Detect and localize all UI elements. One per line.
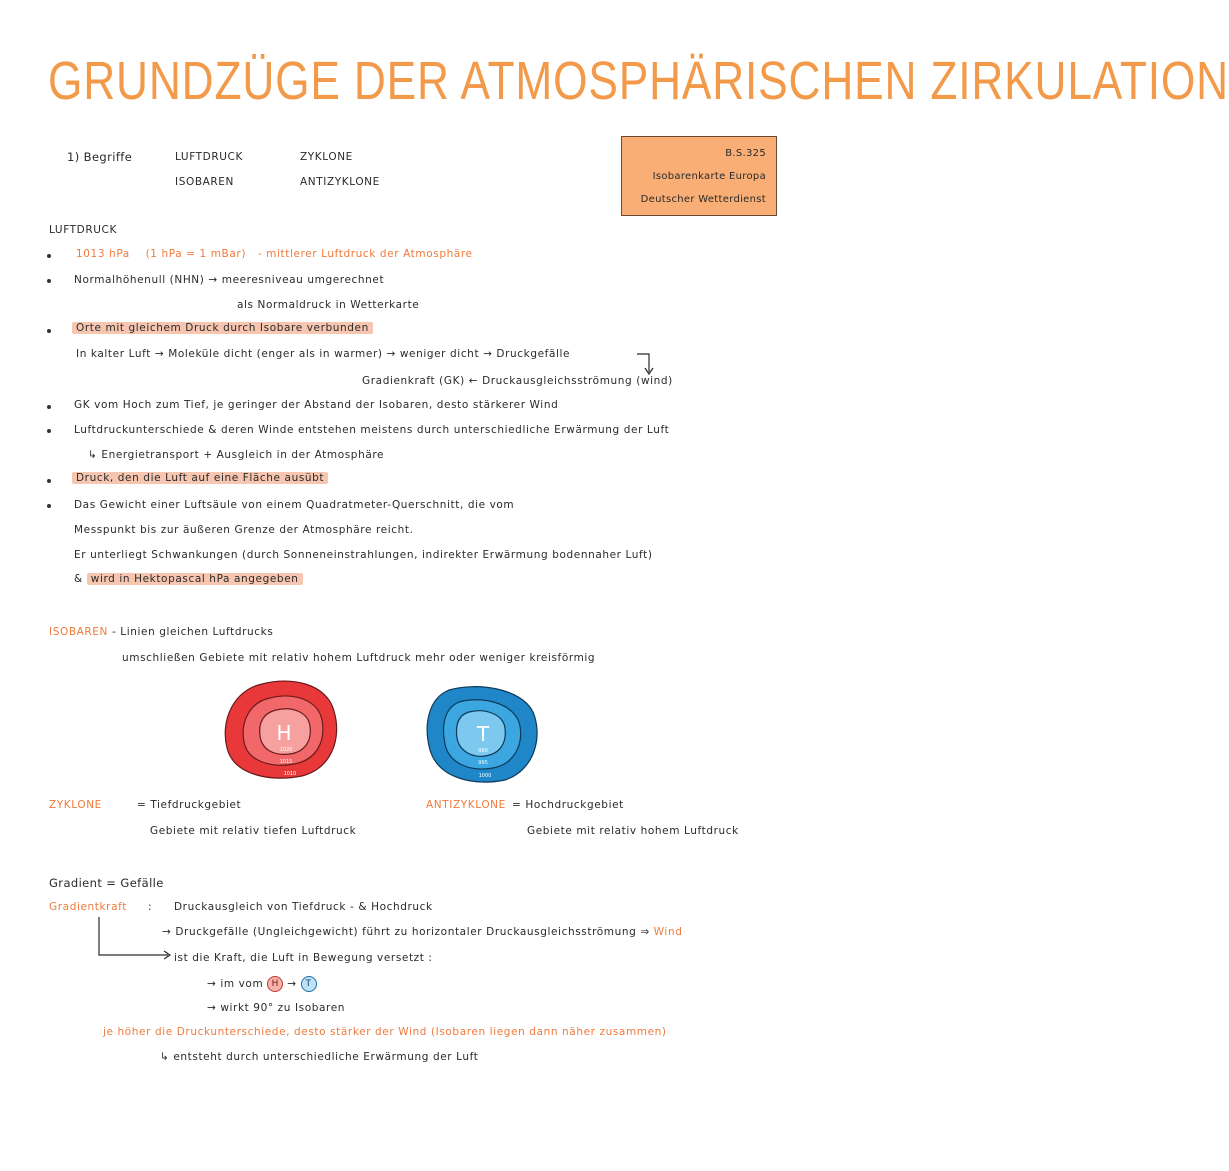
isobaren-desc: umschließen Gebiete mit relativ hohem Luftdruck mehr oder weniger kreisförmig — [122, 652, 596, 664]
isobar-value: 1010 — [283, 771, 297, 777]
luftdruck-line: GK vom Hoch zum Tief, je geringer der Abstand der Isobaren, desto stärkerer Wind — [74, 399, 559, 411]
zyklone-desc: Gebiete mit relativ tiefen Luftdruck — [150, 825, 357, 837]
low-badge: T — [301, 976, 317, 992]
page-title: GRUNDZÜGE DER ATMOSPHÄRISCHEN ZIRKULATION — [48, 51, 1229, 111]
luftdruck-line: Messpunkt bis zur äußeren Grenze der Atmosphäre reicht. — [74, 524, 414, 536]
bullet — [47, 479, 51, 483]
luftdruck-line: Normalhöhenull (NHN) → meeresniveau umgerechnet — [74, 274, 385, 286]
luftdruck-line — [76, 248, 473, 260]
bullet — [47, 279, 51, 283]
reference-source: Deutscher Wetterdienst — [640, 194, 766, 205]
luftdruck-line: Gradienkraft (GK) ← Druckausgleichsströmung (wind) — [362, 375, 673, 387]
zyklone-label: ZYKLONE — [49, 799, 102, 811]
luftdruck-line — [72, 322, 373, 334]
term-zyklone: ZYKLONE — [300, 151, 353, 163]
highlight: Druck, den die Luft auf eine Fläche ausübt — [72, 472, 328, 484]
low-letter: T — [476, 722, 490, 746]
gradient-druckgefaelle: → Druckgefälle (Ungleichgewicht) führt zu horizontaler Druckausgleichsströmung ⇒ — [162, 926, 650, 938]
isobar-value: 1020 — [279, 747, 293, 753]
gradient-text: je höher die Druckunterschiede, desto stärker der Wind (Isobaren liegen dann näher zusammen) — [103, 1026, 667, 1038]
luftdruck-line: In kalter Luft → Moleküle dicht (enger als in warmer) → weniger dicht → Druckgefälle — [76, 348, 571, 360]
antizyklone-def: = Hochdruckgebiet — [512, 799, 624, 811]
low-pressure-diagram — [425, 684, 541, 784]
gradient-line: Gradient = Gefälle — [49, 876, 164, 890]
unit-conversion: (1 hPa = 1 mBar) — [145, 248, 247, 260]
bullet — [47, 429, 51, 433]
mean-pressure: 1013 hPa — [76, 248, 130, 260]
gradient-direction: → im vom — [207, 978, 264, 990]
gradient-text: Druckausgleich von Tiefdruck - & Hochdruck — [174, 901, 433, 913]
isobar-value: 995 — [478, 760, 488, 766]
gradientkraft-label: Gradientkraft — [49, 901, 127, 913]
isobar-value: 1000 — [478, 773, 492, 779]
term-antizyklone: ANTIZYKLONE — [300, 176, 380, 188]
high-badge: H — [267, 976, 283, 992]
gradient-text — [207, 976, 317, 992]
luftdruck-line: ↳ Energietransport + Ausgleich in der Atmosphäre — [88, 449, 385, 461]
luftdruck-line: Das Gewicht einer Luftsäule von einem Quadratmeter-Querschnitt, die vom — [74, 499, 515, 511]
luftdruck-line: als Normaldruck in Wetterkarte — [237, 299, 420, 311]
bullet — [47, 254, 51, 258]
reference-code: B.S.325 — [725, 148, 766, 159]
begriffe-heading: 1) Begriffe — [67, 150, 133, 164]
gradient-arrow: → — [287, 978, 297, 990]
bullet — [47, 405, 51, 409]
return-arrow — [635, 350, 657, 376]
reference-box — [621, 136, 777, 216]
gradient-text — [162, 926, 682, 938]
reference-map: Isobarenkarte Europa — [652, 171, 766, 182]
isobar-value: 990 — [478, 748, 488, 754]
luftdruck-line: Er unterliegt Schwankungen (durch Sonneneinstrahlungen, indirekter Erwärmung bodennaher Luft) — [74, 549, 653, 561]
gradientkraft-colon: : — [148, 901, 153, 913]
gradient-text: ist die Kraft, die Luft in Bewegung versetzt : — [174, 952, 433, 964]
term-luftdruck: LUFTDRUCK — [175, 151, 243, 163]
gradient-wind: Wind — [653, 926, 683, 938]
luftdruck-line — [74, 573, 303, 585]
highlight: wird in Hektopascal hPa angegeben — [87, 573, 303, 585]
gradient-text: ↳ entsteht durch unterschiedliche Erwärmung der Luft — [160, 1051, 479, 1063]
high-pressure-diagram — [222, 676, 342, 782]
mean-pressure-desc: - mittlerer Luftdruck der Atmosphäre — [257, 248, 473, 260]
luftdruck-line — [72, 472, 328, 484]
isobaren-line — [49, 626, 273, 638]
isobaren-label: ISOBAREN — [49, 626, 108, 638]
zyklone-def: = Tiefdruckgebiet — [137, 799, 242, 811]
isobar-value: 1015 — [279, 759, 293, 765]
high-letter: H — [276, 721, 292, 745]
bullet — [47, 329, 51, 333]
luftdruck-heading: LUFTDRUCK — [49, 224, 117, 236]
isobaren-def: - Linien gleichen Luftdrucks — [111, 626, 274, 638]
gradient-text: → wirkt 90° zu Isobaren — [207, 1002, 346, 1014]
highlight: Orte mit gleichem Druck durch Isobare verbunden — [72, 322, 373, 334]
luftdruck-line: Luftdruckunterschiede & deren Winde entstehen meistens durch unterschiedliche Erwärmung der Luft — [74, 424, 670, 436]
antizyklone-label: ANTIZYKLONE — [426, 799, 506, 811]
term-isobaren: ISOBAREN — [175, 176, 234, 188]
ampersand: & — [74, 573, 83, 585]
bullet — [47, 504, 51, 508]
antizyklone-desc: Gebiete mit relativ hohem Luftdruck — [527, 825, 739, 837]
